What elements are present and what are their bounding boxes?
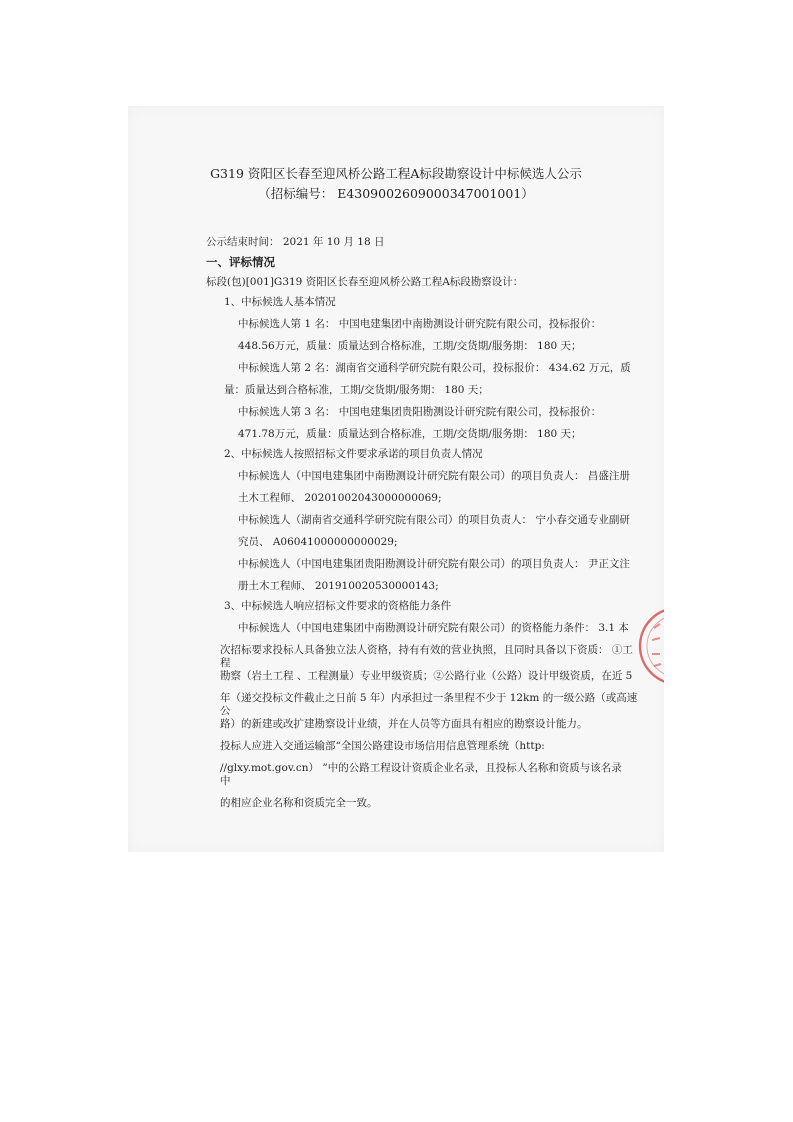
subheading-project-managers: 2、中标候选人按照招标文件要求承诺的项目负责人情况 [224,448,483,460]
candidate-2-line-2: 量：质量达到合格标准，工期/交货期/服务期： 180 天； [224,384,489,396]
qualification-line-7-wrap: 中 [220,775,231,787]
candidate-3-line-2: 471.78万元，质量：质量达到合格标准，工期/交货期/服务期： 180 天； [238,428,582,440]
qualification-line-6: 投标人应进入交通运输部“全国公路建设市场信用信息管理系统（http: [220,740,545,752]
candidate-1-line-1: 中标候选人第 1 名： 中国电建集团中南勘测设计研究院有限公司，投标报价： [238,318,602,330]
qualification-line-8: 的相应企业名称和资质完全一致。 [220,797,378,809]
qualification-line-4: 年（递交投标文件截止之日前 5 年）内承担过一条里程不少于 12km 的一级公路（或高速 [220,692,638,704]
lot-description: 标段(包)[001]G319 资阳区长春至迎风桥公路工程A标段勘察设计： [206,276,524,288]
candidate-3-line-1: 中标候选人第 3 名： 中国电建集团贵阳勘测设计研究院有限公司，投标报价： [238,406,602,418]
official-seal-stamp [638,566,664,726]
qualification-line-3: 勘察（岩土工程 、工程测量）专业甲级资质；②公路行业（公路）设计甲级资质，在近 5 [220,670,633,682]
candidate-2-line-1: 中标候选人第 2 名：湖南省交通科学研究院有限公司，投标报价： 434.62 万元，质 [238,362,631,374]
document-title: G319 资阳区长春至迎风桥公路工程A标段勘察设计中标候选人公示 [210,166,582,181]
tender-number: （招标编号： E4309002609000347001001） [258,186,534,201]
qualification-line-2-wrap: 程 [220,657,231,669]
project-manager-2-line-2: 究员、 A06041000000000029; [238,536,398,548]
qualification-line-4-wrap: 公 [220,705,231,717]
qualification-line-5: 路）的新建或改扩建勘察设计业绩，并在人员等方面具有相应的勘察设计能力。 [220,718,588,730]
candidate-1-line-2: 448.56万元，质量：质量达到合格标准，工期/交货期/服务期： 180 天； [238,340,582,352]
subheading-qualifications: 3、中标候选人响应招标文件要求的资格能力条件 [224,600,452,612]
project-manager-3-line-2: 册土木工程师、 201910020530000143; [238,580,439,592]
project-manager-1-line-1: 中标候选人（中国电建集团中南勘测设计研究院有限公司）的项目负责人： 昌盛注册 [238,470,630,482]
scanned-page [128,106,664,852]
project-manager-3-line-1: 中标候选人（中国电建集团贵阳勘测设计研究院有限公司）的项目负责人： 尹正文注 [238,558,630,570]
qualification-line-7: //glxy.mot.gov.cn） ”中的公路工程设计资质企业名录，且投标人名称和资质与该名录 [220,762,622,774]
project-manager-1-line-2: 土木工程师、 20201002043000000069; [238,492,442,504]
qualification-line-2: 次招标要求投标人具备独立法人资格，持有有效的营业执照，且同时具备以下资质： ①工 [220,644,633,656]
subheading-candidates: 1、中标候选人基本情况 [224,296,336,308]
qualification-line-1: 中标候选人（中国电建集团中南勘测设计研究院有限公司）的资格能力条件： 3.1 本 [238,622,629,634]
section-heading-evaluation: 一、评标情况 [206,255,275,269]
announcement-end-time: 公示结束时间： 2021 年 10 月 18 日 [206,236,385,248]
project-manager-2-line-1: 中标候选人（湖南省交通科学研究院有限公司）的项目负责人： 宁小春交通专业副研 [238,514,630,526]
